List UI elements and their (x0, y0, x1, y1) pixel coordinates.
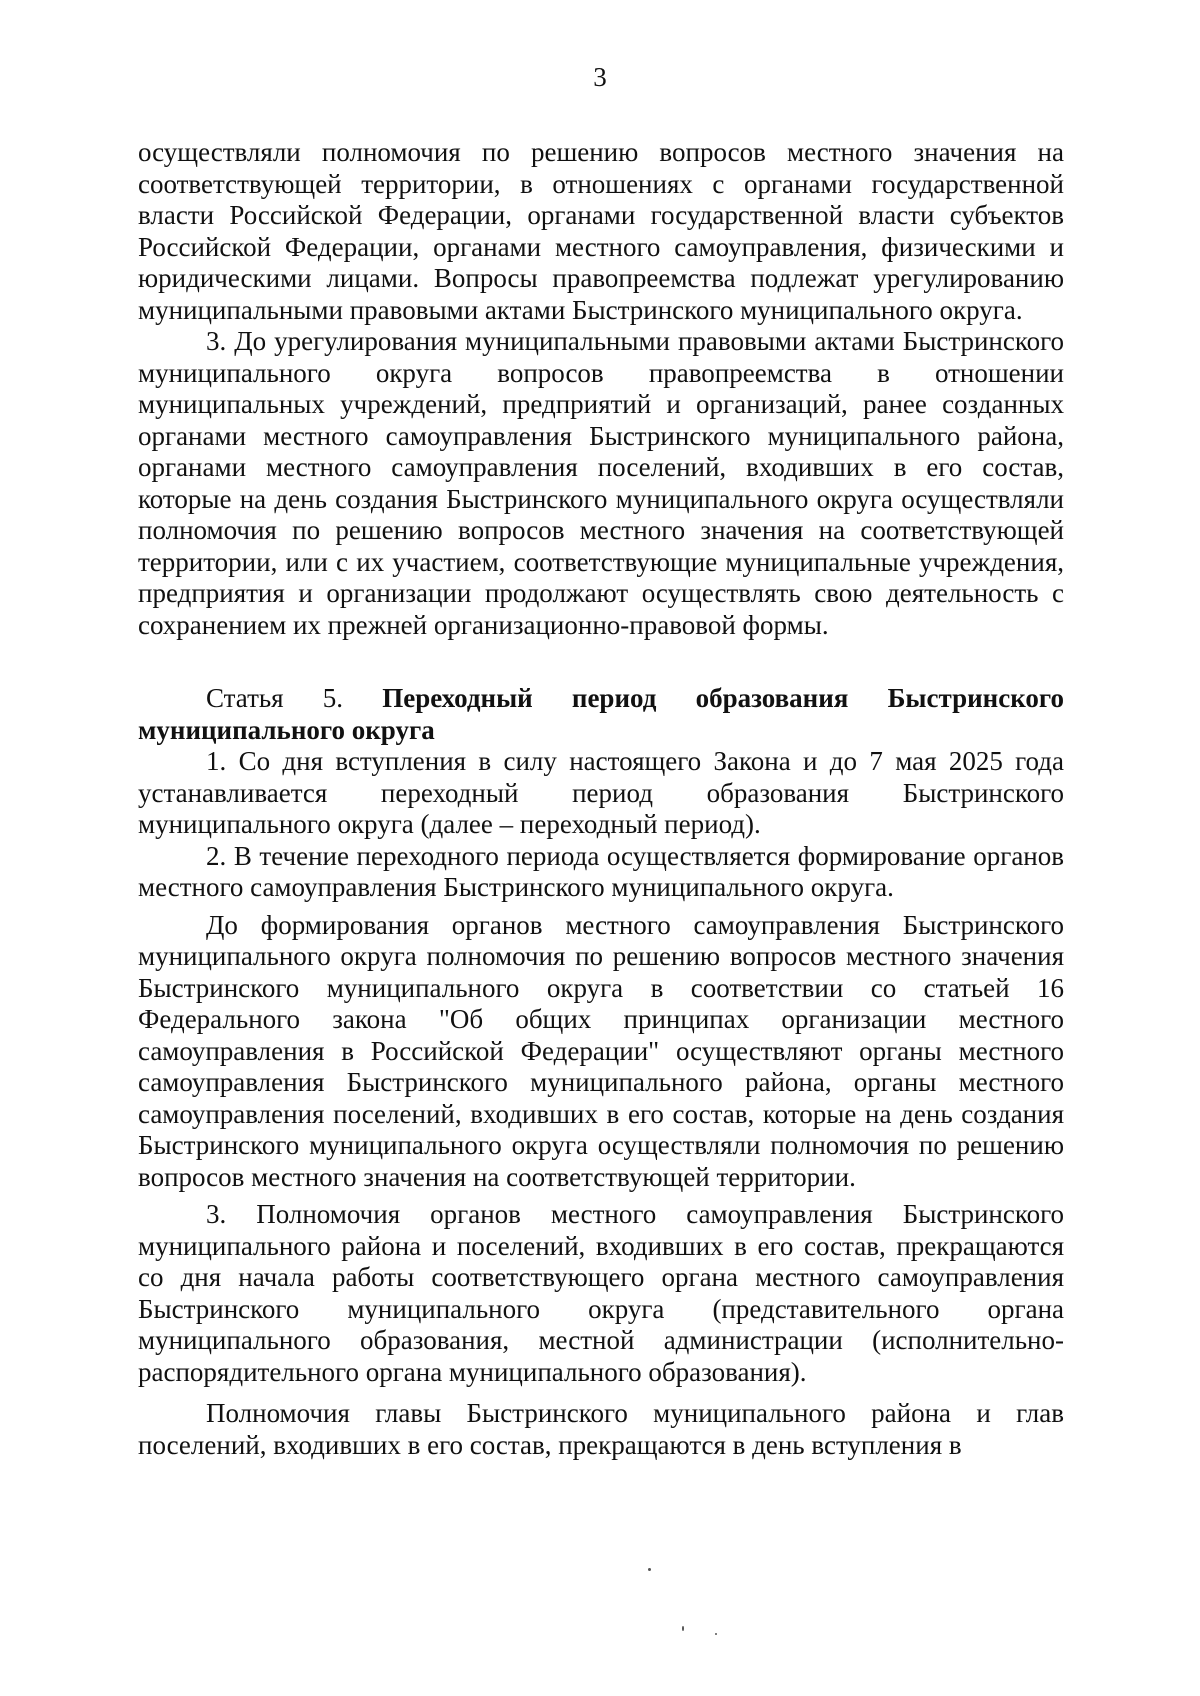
article-label: Статья 5. (206, 683, 344, 713)
article-title: Переходный период образования Быстринского муниципального округа (138, 683, 1064, 745)
document-body (138, 137, 1064, 1461)
article-item-3: 3. Полномочия органов местного самоуправления Быстринского муниципального района и поселений, входивших в его состав, прекращаются со дня начала работы соответствующего органа местного самоуправления Быстринского муниципального округа (представительного органа муниципального образования, местной администрации (исполнительно-распорядительного органа муниципального образования). (138, 1199, 1064, 1387)
article-item-2: 2. В течение переходного периода осуществляется формирование органов местного самоуправления Быстринского муниципального округа. (138, 840, 1064, 902)
article-heading (138, 683, 1064, 746)
paragraph-continuation: осуществляли полномочия по решению вопросов местного значения на соответствующей территории, в отношениях с органами государственной власти Российской Федерации, органами государственной власти субъектов Российской Федерации, органами местного самоуправления, физическими и юридическими лицами. Вопросы правопреемства подлежат урегулированию муниципальными правовыми актами Быстринского муниципального округа. (138, 137, 1064, 325)
scan-speck (715, 1633, 717, 1635)
scan-speck (682, 1626, 684, 1631)
article-item-3-continuation: Полномочия главы Быстринского муниципального района и глав поселений, входивших в его состав, прекращаются в день вступления в (138, 1398, 1064, 1460)
scan-speck (648, 1568, 651, 1571)
page-number: 3 (593, 62, 607, 92)
article-item-1: 1. Со дня вступления в силу настоящего Закона и до 7 мая 2025 года устанавливается переходный период образования Быстринского муниципального округа (далее – переходный период). (138, 746, 1064, 839)
paragraph-item-3: 3. До урегулирования муниципальными правовыми актами Быстринского муниципального округа вопросов правопреемства в отношении муниципальных учреждений, предприятий и организаций, ранее созданных органами местного самоуправления Быстринского муниципального района, органами местного самоуправления поселений, входивших в его состав, которые на день создания Быстринского муниципального округа осуществляли полномочия по решению вопросов местного значения на соответствующей территории, или с их участием, соответствующие муниципальные учреждения, предприятия и организации продолжают осуществлять свою деятельность с сохранением их прежней организационно-правовой формы. (138, 326, 1064, 640)
article-item-2-continuation: До формирования органов местного самоуправления Быстринского муниципального округа полномочия по решению вопросов местного значения Быстринского муниципального округа в соответствии со статьей 16 Федерального закона "Об общих принципах организации местного самоуправления в Российской Федерации" осуществляют органы местного самоуправления Быстринского муниципального района, органы местного самоуправления поселений, входивших в его состав, которые на день создания Быстринского муниципального округа осуществляли полномочия по решению вопросов местного значения на соответствующей территории. (138, 909, 1064, 1192)
